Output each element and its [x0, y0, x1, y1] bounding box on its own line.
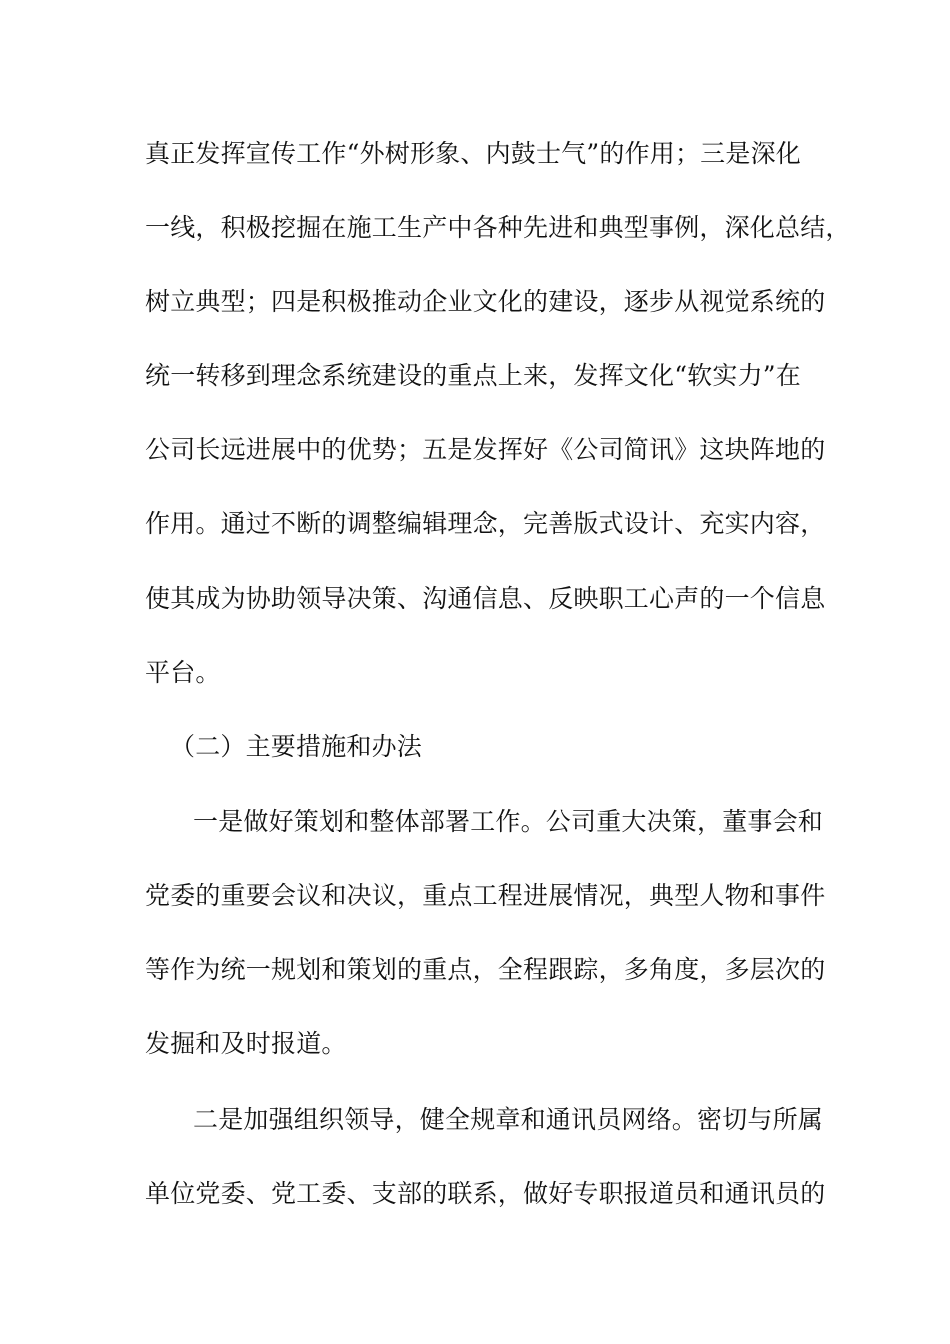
paragraph-line: 作用。通过不断的调整编辑理念，完善版式设计、充实内容， [145, 509, 826, 538]
paragraph-line: 等作为统一规划和策划的重点，全程跟踪，多角度，多层次的 [145, 955, 826, 984]
paragraph-line: 统一转移到理念系统建设的重点上来，发挥文化“软实力”在 [145, 361, 801, 390]
paragraph-line: 公司长远进展中的优势；五是发挥好《公司简讯》这块阵地的 [145, 435, 826, 464]
paragraph-line: 党委的重要会议和决议，重点工程进展情况，典型人物和事件 [145, 881, 826, 910]
paragraph-line: 发掘和及时报道。 [145, 1029, 347, 1058]
paragraph-line: 单位党委、党工委、支部的联系，做好专职报道员和通讯员的 [145, 1179, 826, 1208]
paragraph-line: 一是做好策划和整体部署工作。公司重大决策，董事会和 [193, 807, 824, 836]
paragraph-line: 平台。 [145, 658, 221, 687]
paragraph-line: 使其成为协助领导决策、沟通信息、反映职工心声的一个信息 [145, 584, 826, 613]
paragraph-line: 真正发挥宣传工作“外树形象、内鼓士气”的作用；三是深化 [145, 139, 801, 168]
paragraph-line: 二是加强组织领导，健全规章和通讯员网络。密切与所属 [193, 1105, 824, 1134]
paragraph-line: 树立典型；四是积极推动企业文化的建设，逐步从视觉系统的 [145, 287, 826, 316]
paragraph-line: 一线，积极挖掘在施工生产中各种先进和典型事例，深化总结， [145, 213, 851, 242]
section-heading: （二）主要措施和办法 [170, 732, 423, 761]
